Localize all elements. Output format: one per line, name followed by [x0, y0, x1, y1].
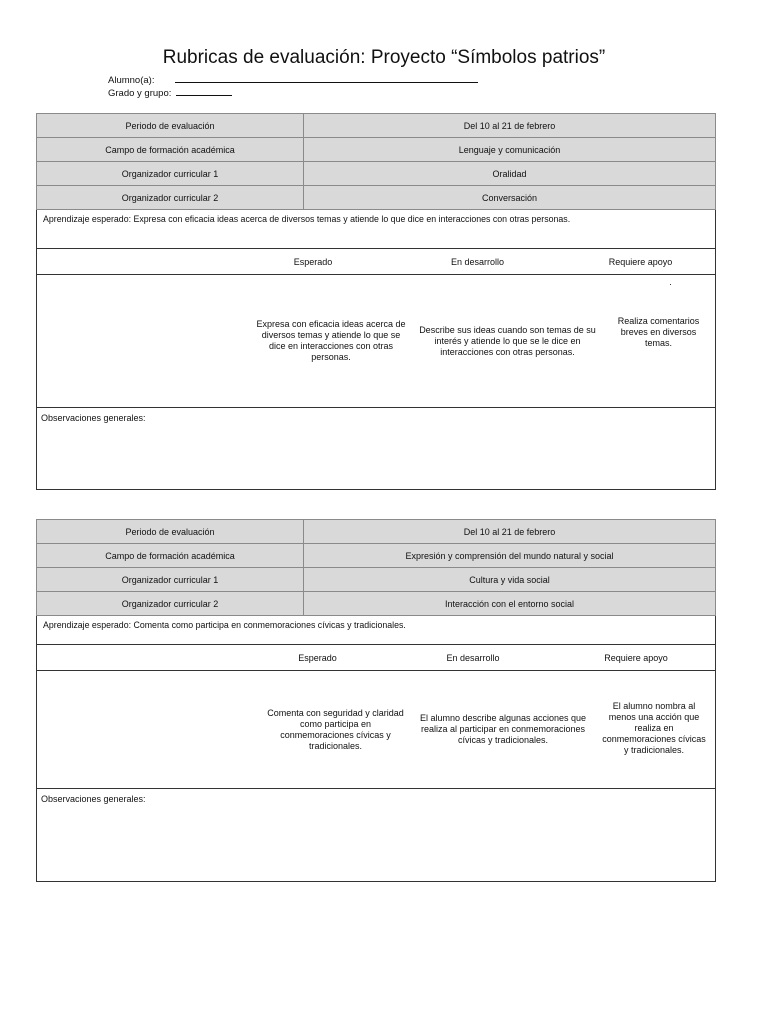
rubric-body	[36, 616, 716, 882]
header-row	[37, 544, 715, 568]
header-row	[37, 162, 715, 186]
header-value: Expresión y comprensión del mundo natural y social	[304, 544, 715, 567]
column-header-requiere-apoyo: Requiere apoyo	[608, 256, 673, 267]
grado-blank[interactable]	[176, 86, 232, 96]
header-value: Lenguaje y comunicación	[304, 138, 715, 161]
grado-label: Grado y grupo:	[108, 88, 172, 99]
aprendizaje-esperado: Aprendizaje esperado: Comenta como participa en conmemoraciones cívicas y tradicionales.	[37, 616, 715, 645]
descriptor-row	[37, 671, 715, 789]
column-header-en-desarrollo: En desarrollo	[446, 652, 500, 663]
column-header-esperado: Esperado	[293, 256, 333, 267]
column-header-esperado: Esperado	[298, 652, 337, 663]
header-label: Organizador curricular 1	[37, 162, 304, 185]
header-row	[37, 114, 715, 138]
alumno-label: Alumno(a):	[108, 75, 155, 86]
header-row	[37, 520, 715, 544]
header-row	[37, 568, 715, 592]
header-value: Conversación	[304, 186, 715, 209]
alumno-line	[108, 73, 478, 86]
column-header-requiere-apoyo: Requiere apoyo	[604, 652, 668, 663]
header-value: Del 10 al 21 de febrero	[304, 114, 715, 137]
column-header-blank	[37, 645, 246, 670]
descriptor-blank[interactable]	[37, 671, 258, 788]
header-label: Campo de formación académica	[37, 544, 304, 567]
column-header-en-desarrollo: En desarrollo	[450, 256, 505, 267]
descriptor-requiere-apoyo: Realiza comentarios breves en diversos temas.	[617, 316, 700, 348]
header-row	[37, 138, 715, 162]
descriptor-en-desarrollo: Describe sus ideas cuando son temas de su interés y atiende lo que se le dice en interacciones con otras personas.	[419, 324, 596, 357]
header-label: Periodo de evaluación	[37, 520, 304, 543]
column-header-row	[37, 645, 715, 671]
descriptor-esperado: Comenta con seguridad y claridad como participa en conmemoraciones cívicas y tradicionales.	[267, 707, 404, 751]
header-label: Organizador curricular 1	[37, 568, 304, 591]
rubric-table-1	[36, 113, 716, 490]
header-label: Periodo de evaluación	[37, 114, 304, 137]
header-value: Del 10 al 21 de febrero	[304, 520, 715, 543]
column-header-row	[37, 249, 715, 275]
header-label: Organizador curricular 2	[37, 592, 304, 615]
observaciones-label: Observaciones generales:	[41, 413, 146, 423]
grado-line	[108, 86, 232, 99]
header-label: Organizador curricular 2	[37, 186, 304, 209]
stray-mark: ·	[669, 279, 672, 289]
rubric-body	[36, 210, 716, 490]
rubric-header	[36, 113, 716, 210]
header-label: Campo de formación académica	[37, 138, 304, 161]
aprendizaje-esperado: Aprendizaje esperado: Expresa con eficacia ideas acerca de diversos temas y atiende lo que dice en interacciones con otras personas.	[37, 210, 715, 249]
header-row	[37, 186, 715, 209]
descriptor-requiere-apoyo: El alumno nombra al menos una acción que realiza en conmemoraciones cívicas y tradicionales.	[602, 701, 706, 755]
header-row	[37, 592, 715, 615]
header-value: Oralidad	[304, 162, 715, 185]
observaciones-label: Observaciones generales:	[41, 794, 146, 804]
observaciones-generales[interactable]	[37, 789, 715, 881]
rubric-header	[36, 519, 716, 616]
header-value: Cultura y vida social	[304, 568, 715, 591]
descriptor-esperado: Expresa con eficacia ideas acerca de diversos temas y atiende lo que se dice en interacciones con otras personas.	[256, 319, 406, 362]
descriptor-en-desarrollo: El alumno describe algunas acciones que realiza al participar en conmemoraciones cívicas y tradicionales.	[419, 713, 587, 745]
descriptor-row	[37, 275, 715, 408]
page-title: Rubricas de evaluación: Proyecto “Símbolos patrios”	[162, 47, 606, 68]
descriptor-blank[interactable]	[37, 275, 249, 407]
column-header-blank	[37, 249, 237, 274]
alumno-blank[interactable]	[175, 73, 478, 83]
observaciones-generales[interactable]	[37, 408, 715, 489]
header-value: Interacción con el entorno social	[304, 592, 715, 615]
rubric-table-2	[36, 519, 716, 882]
